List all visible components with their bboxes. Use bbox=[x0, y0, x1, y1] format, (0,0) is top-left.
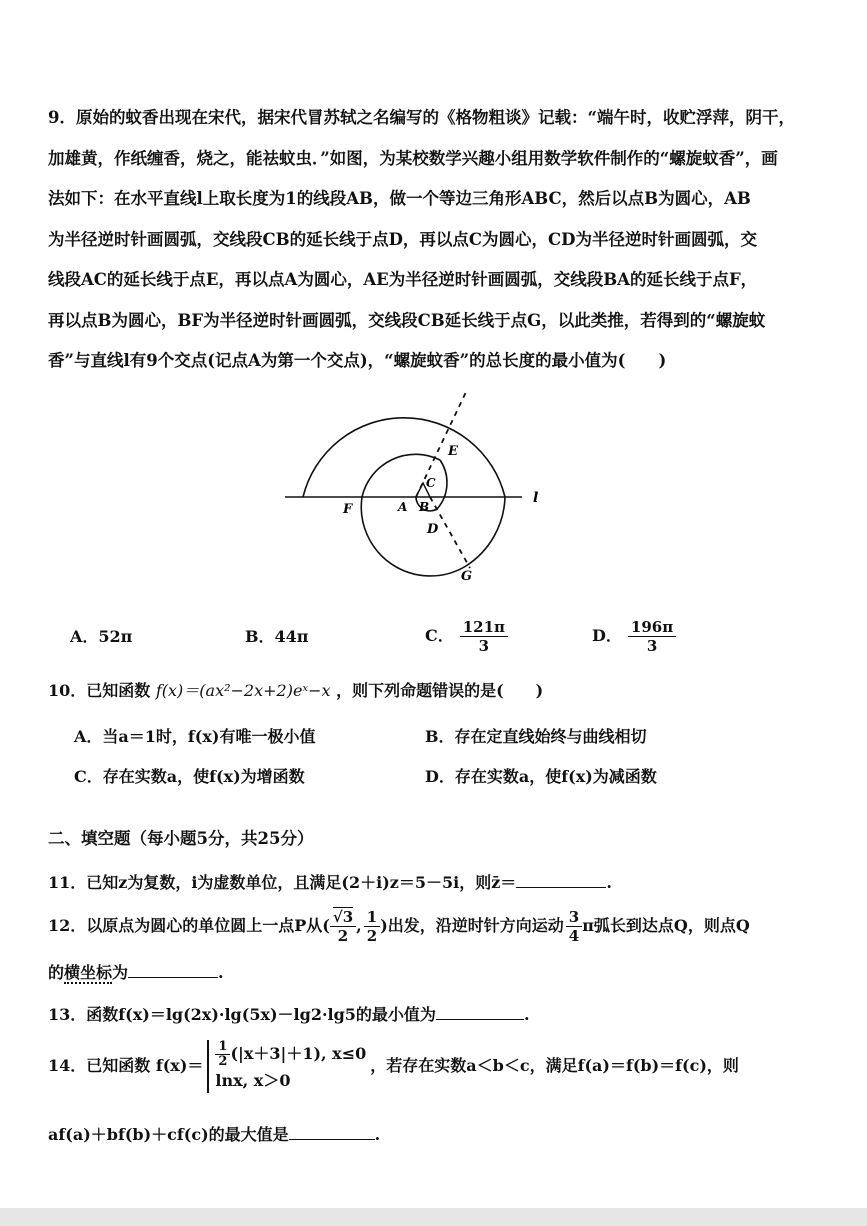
fraction-denominator: 2 bbox=[218, 1054, 228, 1069]
arc-fg bbox=[361, 497, 466, 576]
fraction-denominator: 2 bbox=[366, 927, 378, 945]
q9-line: 9．原始的蚊香出现在宋代，据宋代冒苏轼之名编写的《格物粗谈》记载：“端午时，收贮浮萍，阴干， bbox=[48, 108, 795, 127]
arc-outer bbox=[466, 497, 505, 566]
q9-line: 再以点B为圆心，BF为半径逆时针画圆弧，交线段CB延长线于点G，以此类推，若得到的“螺旋蚊 bbox=[48, 310, 766, 330]
q9-option-b[interactable]: B．44π bbox=[245, 627, 309, 646]
label-g: G bbox=[461, 569, 473, 584]
answer-blank[interactable] bbox=[128, 977, 218, 978]
piecewise-brace bbox=[207, 1040, 366, 1093]
label-a: A bbox=[398, 500, 408, 514]
q13-end: . bbox=[523, 1005, 530, 1024]
fraction-denominator: 2 bbox=[337, 927, 349, 945]
q9-line: 香”与直线l有9个交点(记点A为第一个交点)，“螺旋蚊香”的总长度的最小值为( ) bbox=[48, 351, 667, 370]
label-c: C bbox=[426, 476, 436, 490]
case-1-expression: (|x＋3|＋1), x≤0 bbox=[230, 1044, 367, 1063]
q12-prefix: 12．以原点为圆心的单位圆上一点P从( bbox=[48, 916, 330, 935]
half-fraction bbox=[215, 1040, 230, 1069]
fraction-numerator: 196π bbox=[628, 618, 676, 637]
q11-text: 11．已知z为复数，i为虚数单位，且满足(2＋i)z＝5－5i，则z̄＝ bbox=[48, 873, 517, 892]
q10-function: f(x)＝(ax²−2x+2)eˣ−x bbox=[155, 681, 331, 700]
page-bottom-edge bbox=[0, 1208, 867, 1226]
q9-line: 法如下：在水平直线l上取长度为1的线段AB，做一个等边三角形ABC，然后以点B为圆心，AB bbox=[48, 189, 751, 208]
question-11 bbox=[48, 870, 612, 893]
label-f: F bbox=[343, 502, 353, 517]
fraction-numerator: 3 bbox=[566, 908, 582, 927]
question-12: 12．以原点为圆心的单位圆上一点P从( $\frac{√3}{2}$ , $\frac{1}{2}$ )出发，沿逆时针方向运动 $\frac{3}{4}$ π弧长到达点Q，则点Q bbox=[48, 908, 750, 945]
question-14-line2 bbox=[48, 1122, 380, 1145]
q9-option-c-fraction bbox=[460, 618, 508, 655]
fraction-numerator: 1 bbox=[364, 908, 380, 927]
answer-blank[interactable] bbox=[289, 1139, 375, 1140]
fraction-denominator: 3 bbox=[646, 637, 658, 655]
arc-de bbox=[437, 460, 447, 509]
fraction-numerator: 1 bbox=[215, 1040, 230, 1055]
q10-stem-prefix: 10．已知函数 bbox=[48, 681, 151, 700]
question-14 bbox=[48, 1040, 739, 1093]
arc-outer-top bbox=[303, 418, 505, 497]
q12-line2-a: 的 bbox=[48, 963, 65, 982]
fraction-denominator: 3 bbox=[478, 637, 490, 655]
piecewise-case-1 bbox=[215, 1040, 366, 1069]
q9-option-c-prefix: C． bbox=[425, 626, 454, 645]
label-l: l bbox=[533, 490, 539, 506]
question-9 bbox=[48, 98, 828, 382]
fraction-numerator: 121π bbox=[460, 618, 508, 637]
q11-end: . bbox=[606, 873, 612, 892]
q12-fraction-3-4 bbox=[566, 908, 582, 945]
q12-mid: )出发，沿逆时针方向运动 bbox=[380, 916, 564, 935]
dashed-ray-ce bbox=[416, 392, 466, 497]
q10-option-b[interactable]: B．存在定直线始终与曲线相切 bbox=[425, 727, 647, 746]
q10-stem-suffix: ，则下列命题错误的是( ) bbox=[336, 681, 544, 700]
q12-suffix: π弧长到达点Q，则点Q bbox=[582, 916, 750, 935]
section-heading: 二、填空题（每小题5分，共25分） bbox=[48, 829, 314, 848]
label-b: B bbox=[419, 500, 430, 514]
q9-option-d-prefix: D． bbox=[592, 626, 622, 645]
label-e: E bbox=[448, 444, 458, 459]
sqrt3: √3 bbox=[332, 908, 354, 926]
answer-blank[interactable] bbox=[436, 1019, 524, 1020]
q9-option-a[interactable]: A．52π bbox=[70, 627, 133, 646]
q14-line2: af(a)＋bf(b)＋cf(c)的最大值是 bbox=[48, 1125, 289, 1144]
q13-text: 13．函数f(x)＝lg(2x)·lg(5x)－lg2·lg5的最小值为 bbox=[48, 1005, 436, 1024]
label-d: D bbox=[427, 522, 439, 537]
answer-blank[interactable] bbox=[516, 887, 606, 888]
q12-line2-c: 为 bbox=[112, 963, 129, 982]
q9-options bbox=[70, 618, 770, 658]
q12-fraction-sqrt3-2 bbox=[330, 908, 356, 945]
q12-emphasis: 横坐标 bbox=[64, 963, 113, 982]
fraction-denominator: 4 bbox=[568, 927, 580, 945]
question-13 bbox=[48, 1002, 530, 1025]
q14-suffix: ，若存在实数a＜b＜c，满足f(a)＝f(b)＝f(c)，则 bbox=[370, 1056, 739, 1075]
q9-line: 加雄黄，作纸缠香，烧之，能祛蚊虫．”如图，为某校数学兴趣小组用数学软件制作的“螺旋蚊香”，画 bbox=[48, 148, 778, 168]
q9-option-d[interactable] bbox=[592, 618, 676, 655]
fraction-numerator bbox=[330, 908, 356, 927]
question-12-line2 bbox=[48, 960, 224, 983]
question-10 bbox=[48, 678, 543, 701]
q14-prefix: 14．已知函数 f(x)＝ bbox=[48, 1056, 204, 1075]
q9-option-c[interactable] bbox=[425, 618, 508, 655]
q10-option-a[interactable]: A．当a＝1时，f(x)有唯一极小值 bbox=[74, 727, 316, 746]
q14-end: . bbox=[374, 1125, 381, 1144]
q10-option-c[interactable]: C．存在实数a，使f(x)为增函数 bbox=[74, 767, 305, 786]
q12-end: . bbox=[218, 963, 224, 982]
q12-fraction-1-2 bbox=[364, 908, 380, 945]
piecewise-case-2: lnx, x＞0 bbox=[215, 1071, 291, 1090]
spiral-figure bbox=[270, 385, 570, 590]
q9-line: 线段AC的延长线于点E，再以点A为圆心，AE为半径逆时针画圆弧，交线段BA的延长线于点F， bbox=[48, 270, 758, 289]
q9-line: 为半径逆时针画圆弧，交线段CB的延长线于点D，再以点C为圆心，CD为半径逆时针画圆弧，交 bbox=[48, 229, 757, 249]
q9-option-d-fraction bbox=[628, 618, 676, 655]
q10-option-d[interactable]: D．存在实数a，使f(x)为减函数 bbox=[425, 767, 657, 786]
